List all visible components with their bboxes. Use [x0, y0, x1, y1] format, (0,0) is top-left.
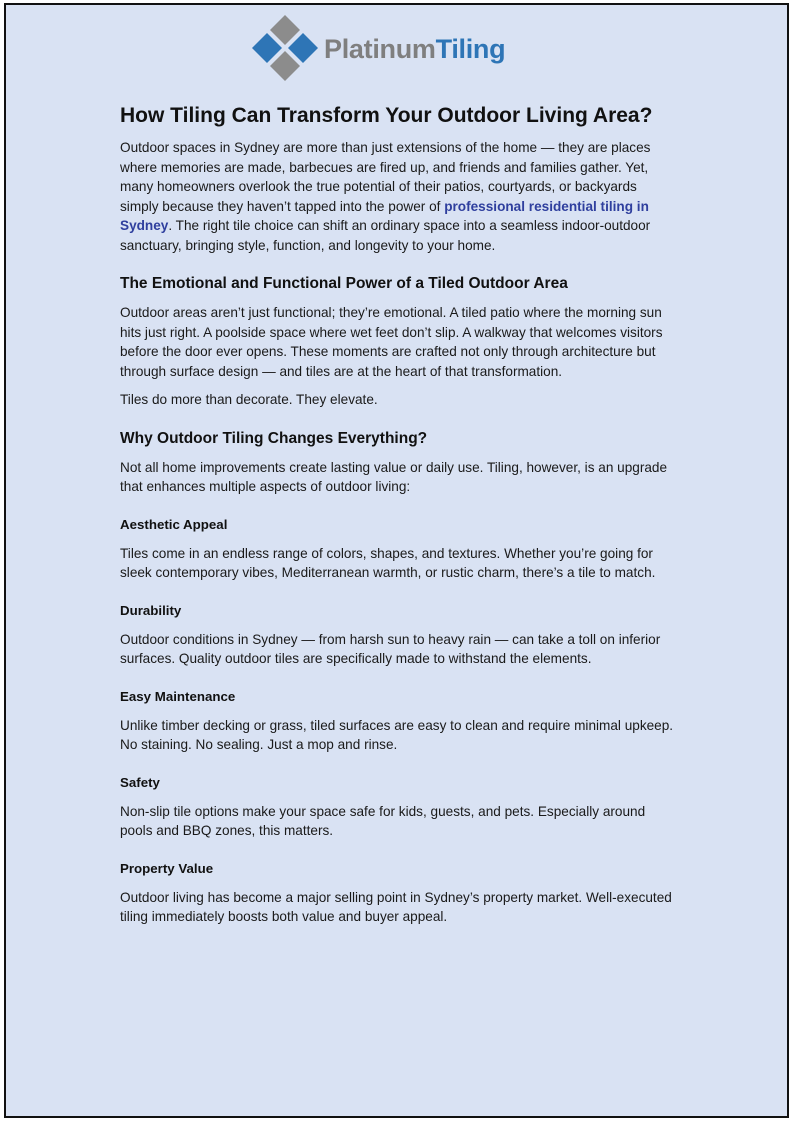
easy-maintenance-text: Unlike timber decking or grass, tiled surfaces are easy to clean and require minimal upkeep. No staining. No sealing. Just a mop and rinse.: [120, 717, 674, 752]
article-title: How Tiling Can Transform Your Outdoor Living Area?: [120, 104, 653, 127]
subheading-property-value: Property Value: [120, 860, 214, 876]
subheading-easy-maintenance: Easy Maintenance: [120, 688, 236, 704]
section1-paragraph-2: Tiles do more than decorate. They elevate.: [120, 392, 378, 407]
platinum-tiling-logo[interactable]: [250, 14, 540, 84]
logo-diamond-icon: [250, 14, 320, 84]
residential-tiling-link[interactable]: professional residential tiling in Sydney: [120, 198, 649, 233]
intro-text-before: Outdoor spaces in Sydney are more than just extensions of the home — they are places where memories are made, barbecues are fired up, and friends and families gather. Yet, many homeowners overlook the true potential of their patios, courtyards, or backyards simply because they haven’t tapped into the power of: [120, 140, 651, 214]
section1-paragraph-1: Outdoor areas aren’t just functional; they’re emotional. A tiled patio where the morning sun hits just right. A poolside space where wet feet don’t slip. A walkway that welcomes visitors before the door ever opens. These moments are crafted not only through architecture but through surface design — and tiles are at the heart of that transformation.: [120, 305, 663, 379]
subheading-durability: Durability: [120, 602, 182, 618]
logo-wordmark: [324, 34, 505, 64]
intro-text-after: . The right tile choice can shift an ordinary space into a seamless indoor-outdoor sanctuary, bringing style, function, and longevity to your home.: [120, 218, 651, 253]
logo-word-platinum: Platinum: [324, 34, 436, 64]
section-heading-emotional-power: The Emotional and Functional Power of a Tiled Outdoor Area: [120, 275, 568, 292]
section-heading-why-outdoor-tiling: Why Outdoor Tiling Changes Everything?: [120, 429, 428, 447]
aesthetic-appeal-text: Tiles come in an endless range of colors, shapes, and textures. Whether you’re going for sleek contemporary vibes, Mediterranean warmth, or rustic charm, there’s a tile to match.: [120, 545, 656, 580]
safety-text: Non-slip tile options make your space safe for kids, guests, and pets. Especially around pools and BBQ zones, this matters.: [120, 803, 646, 838]
article-body: [120, 102, 678, 936]
document-page: [4, 3, 789, 1118]
intro-paragraph: [120, 138, 678, 255]
subheading-safety: Safety: [120, 774, 160, 790]
subheading-aesthetic-appeal: Aesthetic Appeal: [120, 516, 228, 532]
durability-text: Outdoor conditions in Sydney — from harsh sun to heavy rain — can take a toll on inferior surfaces. Quality outdoor tiles are specifically made to withstand the elements.: [120, 631, 661, 666]
section2-intro: Not all home improvements create lasting value or daily use. Tiling, however, is an upgrade that enhances multiple aspects of outdoor living:: [120, 459, 668, 494]
property-value-text: Outdoor living has become a major selling point in Sydney’s property market. Well-executed tiling immediately boosts both value and buyer appeal.: [120, 889, 672, 924]
logo-word-tiling: Tiling: [435, 34, 506, 64]
